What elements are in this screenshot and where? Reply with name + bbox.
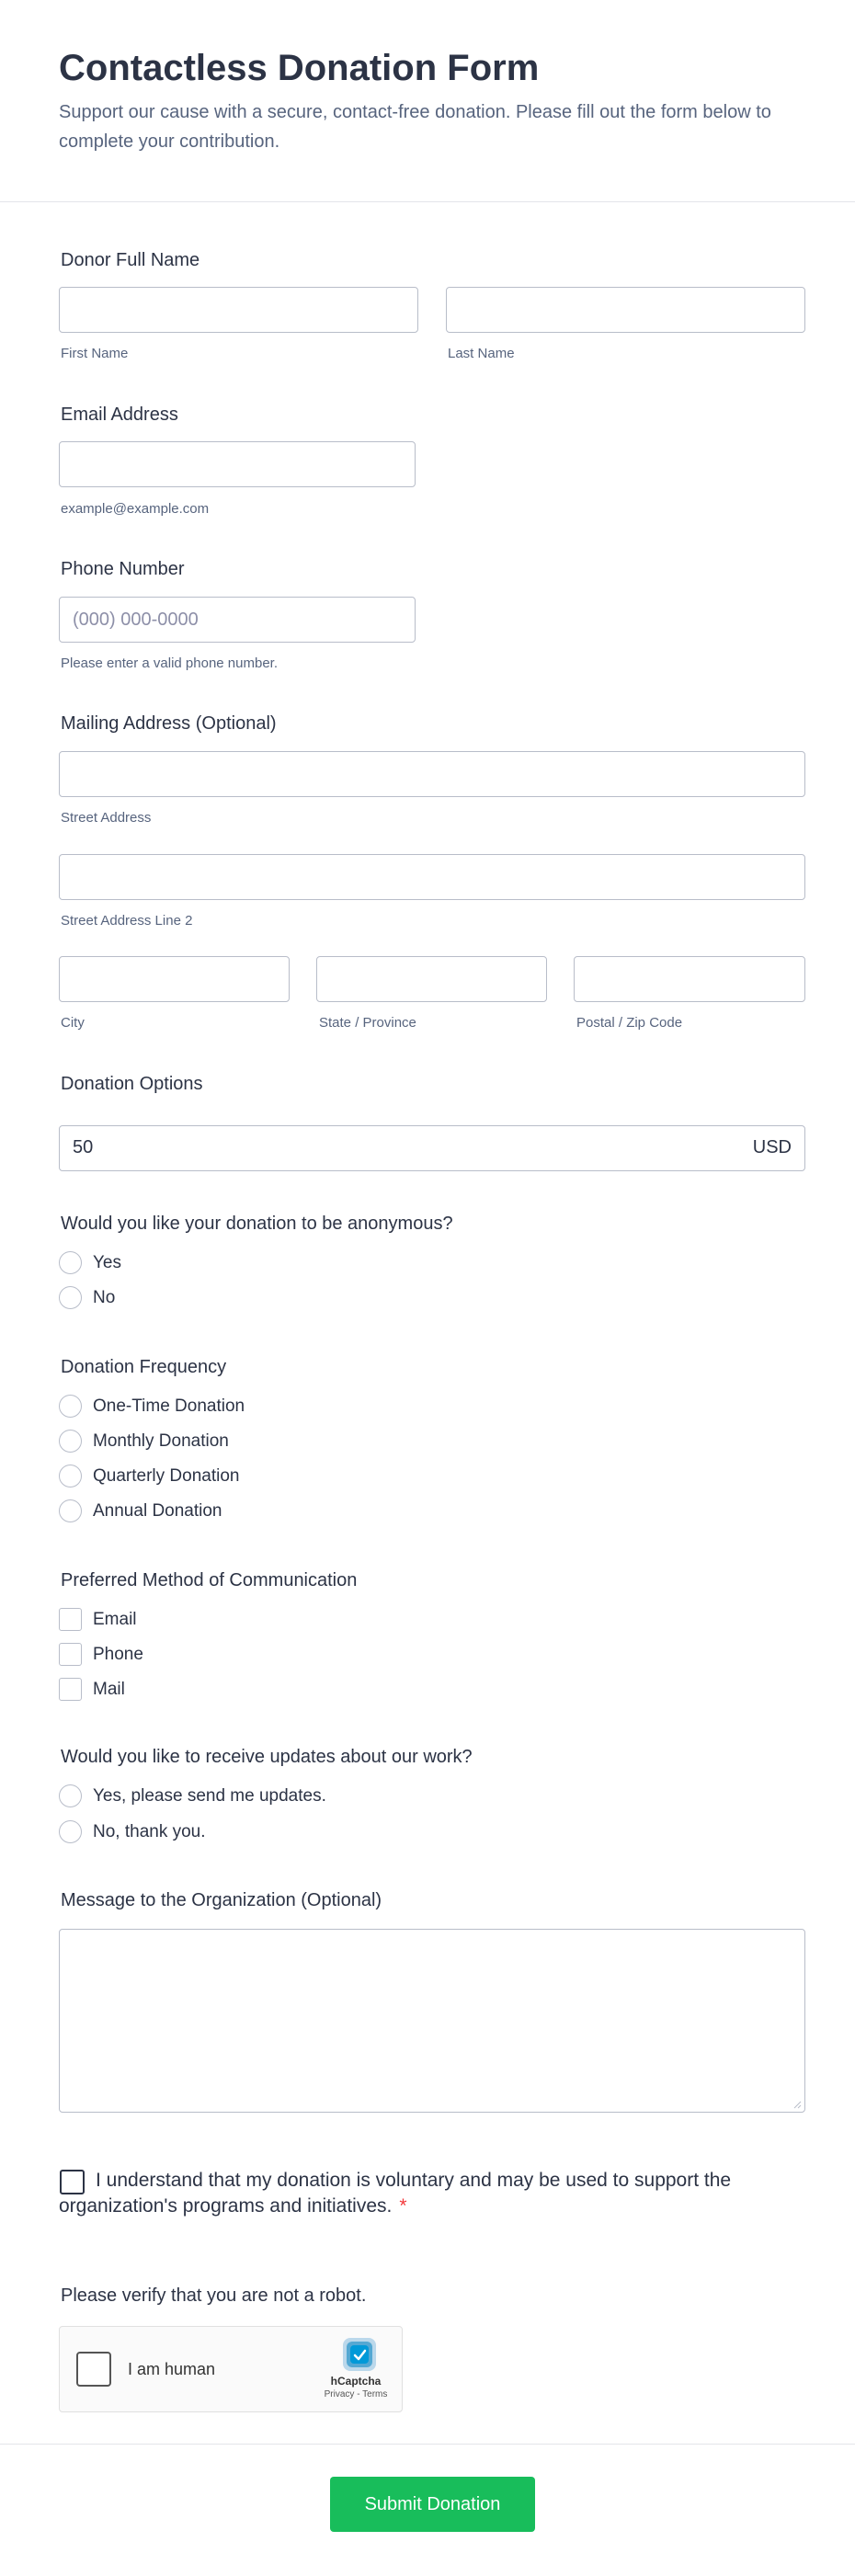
donation-options-label: Donation Options — [61, 1074, 203, 1094]
zip-input[interactable] — [574, 956, 805, 1002]
resize-grip-icon[interactable] — [792, 2100, 802, 2109]
hcaptcha-logo-icon — [341, 2336, 378, 2373]
anonymous-no-radio[interactable] — [59, 1286, 82, 1309]
frequency-one-time-label[interactable]: One-Time Donation — [93, 1396, 245, 1416]
anonymous-yes-radio[interactable] — [59, 1251, 82, 1274]
captcha-widget — [59, 2326, 403, 2412]
communication-phone-label[interactable]: Phone — [93, 1645, 143, 1664]
donation-currency: USD — [752, 1137, 792, 1157]
donation-amount-input[interactable] — [59, 1125, 805, 1171]
updates-no-label[interactable]: No, thank you. — [93, 1822, 206, 1841]
communication-phone-checkbox[interactable] — [59, 1643, 82, 1666]
anonymous-no-label[interactable]: No — [93, 1288, 116, 1307]
email-sublabel: example@example.com — [61, 501, 210, 517]
last-name-input[interactable] — [446, 287, 805, 333]
terms-text — [59, 2168, 758, 2219]
donation-amount-value: 50 — [73, 1137, 94, 1157]
message-textarea[interactable] — [59, 1929, 805, 2113]
frequency-annual-label[interactable]: Annual Donation — [93, 1501, 222, 1521]
street-address-input[interactable] — [59, 751, 805, 797]
frequency-one-time-radio[interactable] — [59, 1395, 82, 1418]
frequency-annual-radio[interactable] — [59, 1499, 82, 1522]
city-sublabel: City — [61, 1015, 85, 1031]
email-input[interactable] — [59, 441, 416, 487]
captcha-label: Please verify that you are not a robot. — [61, 2285, 367, 2306]
phone-input[interactable] — [59, 597, 416, 643]
frequency-label: Donation Frequency — [61, 1357, 227, 1377]
donor-name-label: Donor Full Name — [61, 250, 200, 270]
communication-label: Preferred Method of Communication — [61, 1570, 358, 1590]
captcha-checkbox-label: I am human — [128, 2360, 216, 2378]
last-name-sublabel: Last Name — [448, 346, 515, 361]
communication-email-checkbox[interactable] — [59, 1608, 82, 1631]
state-input[interactable] — [316, 956, 547, 1002]
form-subtitle: Support our cause with a secure, contact-free donation. Please fill out the form below to complete your contribution. — [59, 102, 771, 152]
communication-mail-checkbox[interactable] — [59, 1678, 82, 1701]
captcha-checkbox[interactable] — [76, 2352, 111, 2387]
message-label: Message to the Organization (Optional) — [61, 1890, 382, 1910]
captcha-links[interactable]: Privacy - Terms — [324, 2389, 388, 2399]
phone-label: Phone Number — [61, 559, 185, 579]
zip-sublabel: Postal / Zip Code — [576, 1015, 683, 1031]
updates-yes-radio[interactable] — [59, 1784, 82, 1807]
frequency-quarterly-label[interactable]: Quarterly Donation — [93, 1466, 240, 1486]
first-name-sublabel: First Name — [61, 346, 129, 361]
communication-mail-label[interactable]: Mail — [93, 1680, 125, 1699]
state-sublabel: State / Province — [319, 1015, 416, 1031]
form-header — [0, 0, 855, 202]
anonymous-yes-label[interactable]: Yes — [93, 1253, 121, 1272]
communication-email-label[interactable]: Email — [93, 1610, 137, 1629]
frequency-monthly-radio[interactable] — [59, 1430, 82, 1453]
submit-donation-button[interactable]: Submit Donation — [330, 2477, 535, 2532]
terms-label: I understand that my donation is voluntary and may be used to support the organization's programs and initiatives. — [59, 2170, 732, 2217]
email-label: Email Address — [61, 405, 178, 425]
footer-divider — [0, 2444, 855, 2445]
first-name-input[interactable] — [59, 287, 418, 333]
phone-sublabel: Please enter a valid phone number. — [61, 655, 278, 671]
city-input[interactable] — [59, 956, 290, 1002]
frequency-monthly-label[interactable]: Monthly Donation — [93, 1431, 229, 1451]
captcha-brand: hCaptcha — [330, 2375, 382, 2388]
frequency-quarterly-radio[interactable] — [59, 1465, 82, 1487]
updates-label: Would you like to receive updates about our work? — [61, 1747, 473, 1767]
updates-no-radio[interactable] — [59, 1820, 82, 1843]
updates-yes-label[interactable]: Yes, please send me updates. — [93, 1786, 326, 1806]
street-address-line2-input[interactable] — [59, 854, 805, 900]
street-address-line2-sublabel: Street Address Line 2 — [61, 913, 193, 929]
street-address-sublabel: Street Address — [61, 810, 152, 826]
form-title: Contactless Donation Form — [59, 48, 540, 88]
required-mark: * — [399, 2195, 407, 2217]
address-label: Mailing Address (Optional) — [61, 713, 277, 734]
anonymous-label: Would you like your donation to be anonymous? — [61, 1214, 453, 1234]
